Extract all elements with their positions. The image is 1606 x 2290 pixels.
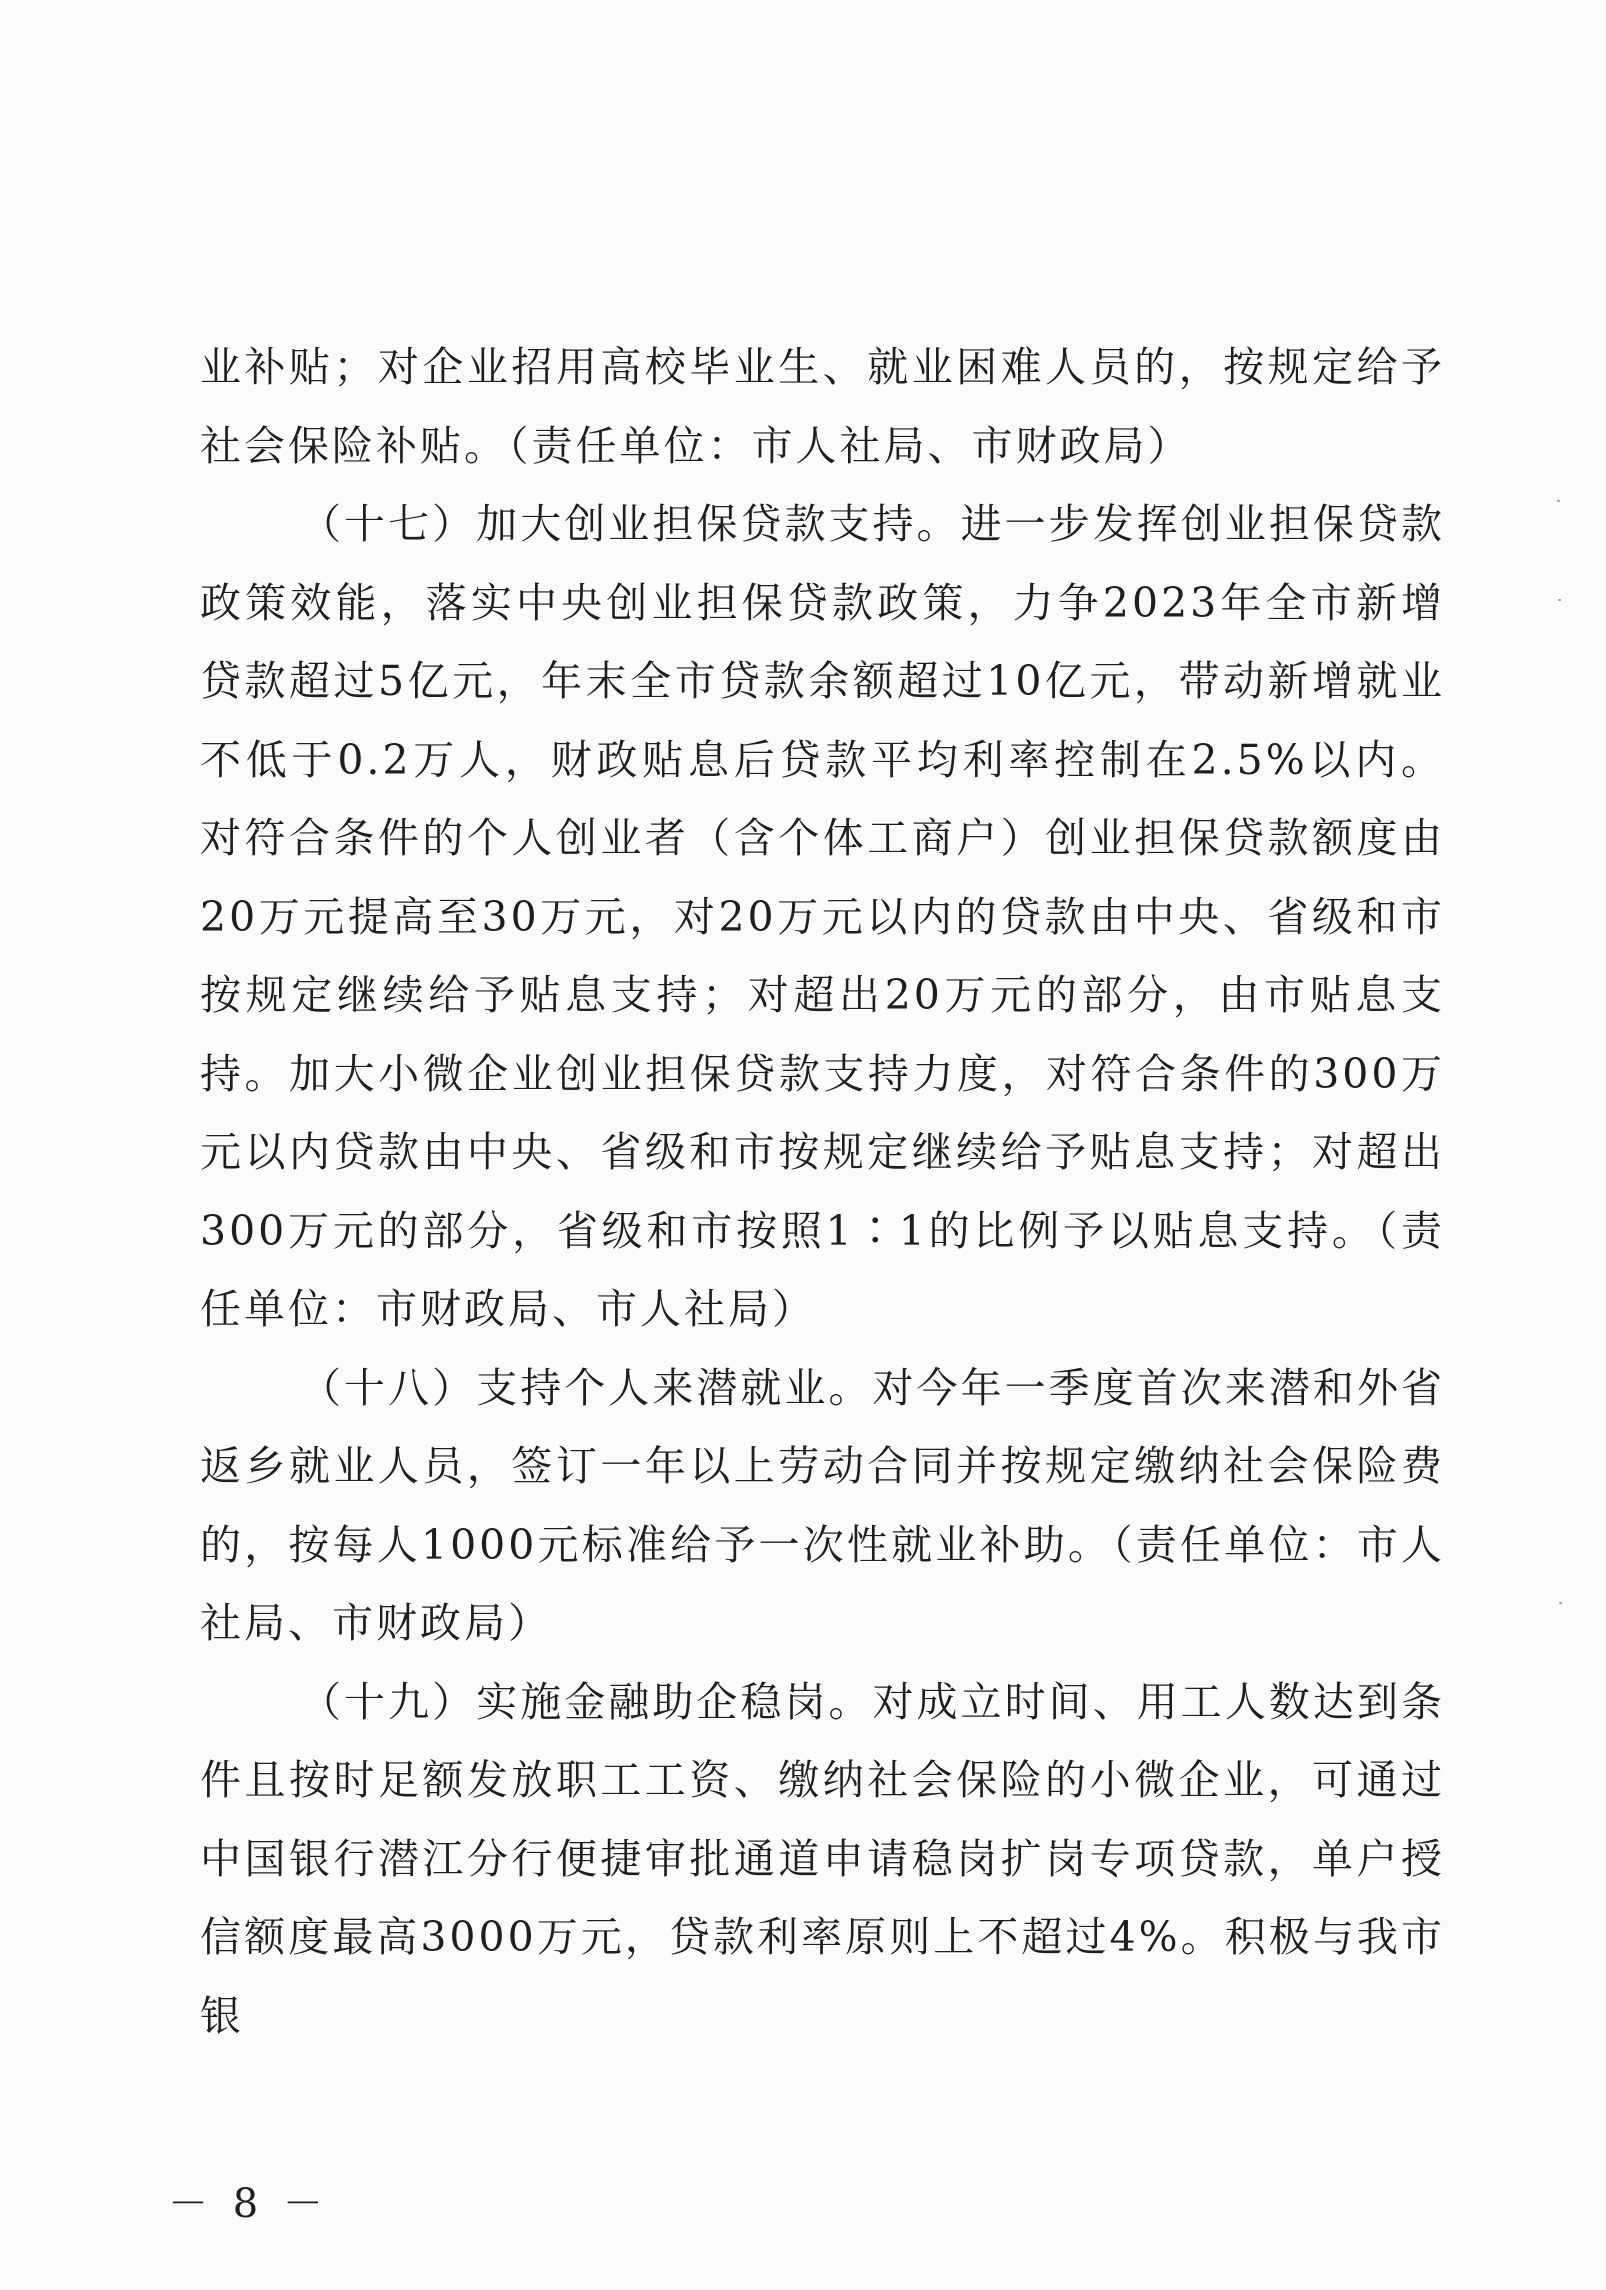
paragraph-item-19: （十九）实施金融助企稳岗。对成立时间、用工人数达到条件且按时足额发放职工工资、缴纳社会保险的小微企业，可通过中国银行潜江分行便捷审批通道申请稳岗扩岗专项贷款，单户授信额度最高3000万元，贷款利率原则上不超过4%。积极与我市银 xyxy=(200,1677,1445,2040)
page-number: － 8 － xyxy=(168,2181,329,2227)
scan-speck xyxy=(1558,599,1561,601)
body-text xyxy=(200,328,1445,2055)
scan-speck xyxy=(1557,500,1560,502)
paragraph-continuation: 业补贴；对企业招用高校毕业生、就业困难人员的，按规定给予社会保险补贴。（责任单位：市人社局、市财政局） xyxy=(200,343,1445,470)
paragraph-item-17: （十七）加大创业担保贷款支持。进一步发挥创业担保贷款政策效能，落实中央创业担保贷款政策，力争2023年全市新增贷款超过5亿元，年末全市贷款余额超过10亿元，带动新增就业不低于0.2万人，财政贴息后贷款平均利率控制在2.5%以内。对符合条件的个人创业者（含个体工商户）创业担保贷款额度由20万元提高至30万元，对20万元以内的贷款由中央、省级和市按规定继续给予贴息支持；对超出20万元的部分，由市贴息支持。加大小微企业创业担保贷款支持力度，对符合条件的300万元以内贷款由中央、省级和市按规定继续给予贴息支持；对超出300万元的部分，省级和市按照1∶1的比例予以贴息支持。（责任单位：市财政局、市人社局） xyxy=(200,500,1445,1333)
paragraph-item-18: （十八）支持个人来潜就业。对今年一季度首次来潜和外省返乡就业人员，签订一年以上劳动合同并按规定缴纳社会保险费的，按每人1000元标准给予一次性就业补助。（责任单位：市人社局、市财政局） xyxy=(200,1363,1445,1647)
scan-speck xyxy=(1559,1602,1562,1604)
